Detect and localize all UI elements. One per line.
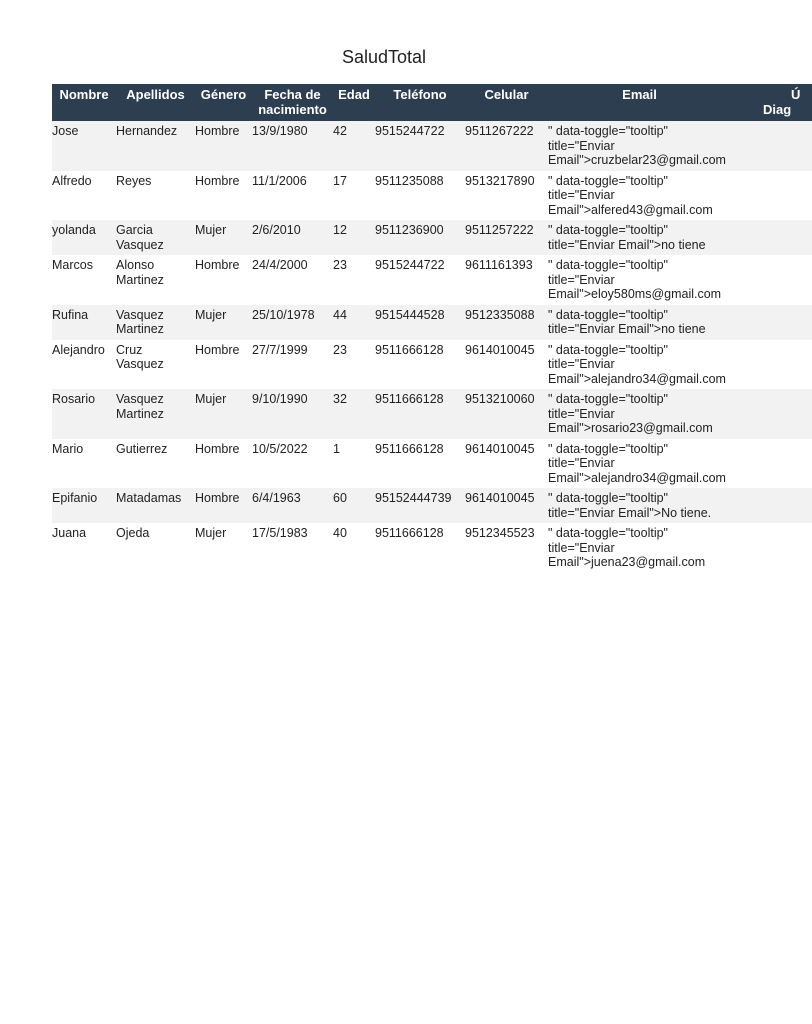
- cell-celular: 9511257222: [465, 220, 548, 255]
- cell-email[interactable]: " data-toggle="tooltip" title="Enviar Email">juena23@gmail.com: [548, 523, 731, 573]
- cell-edad: 17: [333, 171, 375, 221]
- cell-edad: 40: [333, 523, 375, 573]
- cell-email[interactable]: " data-toggle="tooltip" title="Enviar Email">alejandro34@gmail.com: [548, 439, 731, 489]
- cell-edad: 32: [333, 389, 375, 439]
- cell-celular: 9513210060: [465, 389, 548, 439]
- table-row: [52, 171, 812, 221]
- cell-nombre: yolanda: [52, 220, 116, 255]
- patients-table: [52, 84, 812, 573]
- cell-fecha: 11/1/2006: [252, 171, 333, 221]
- cell-celular: 9614010045: [465, 439, 548, 489]
- cell-nombre: Alfredo: [52, 171, 116, 221]
- cell-fecha: 17/5/1983: [252, 523, 333, 573]
- cell-apellidos: Hernandez: [116, 121, 195, 171]
- header-genero: Género: [195, 84, 252, 121]
- cell-diag: [731, 523, 812, 573]
- table-row: [52, 488, 812, 523]
- cell-celular: 9611161393: [465, 255, 548, 305]
- table-row: [52, 389, 812, 439]
- header-celular: Celular: [465, 84, 548, 121]
- cell-nombre: Alejandro: [52, 340, 116, 390]
- cell-email[interactable]: " data-toggle="tooltip" title="Enviar Email">No tiene.: [548, 488, 731, 523]
- cell-fecha: 25/10/1978: [252, 305, 333, 340]
- cell-apellidos: Cruz Vasquez: [116, 340, 195, 390]
- header-nombre: Nombre: [52, 84, 116, 121]
- cell-apellidos: Reyes: [116, 171, 195, 221]
- cell-fecha: 2/6/2010: [252, 220, 333, 255]
- cell-apellidos: Matadamas: [116, 488, 195, 523]
- cell-apellidos: Vasquez Martinez: [116, 389, 195, 439]
- cell-celular: 9614010045: [465, 488, 548, 523]
- cell-genero: Hombre: [195, 171, 252, 221]
- cell-telefono: 9511666128: [375, 439, 465, 489]
- cell-genero: Hombre: [195, 488, 252, 523]
- cell-edad: 23: [333, 340, 375, 390]
- table-row: [52, 439, 812, 489]
- cell-nombre: Rufina: [52, 305, 116, 340]
- cell-email[interactable]: " data-toggle="tooltip" title="Enviar Email">no tiene: [548, 220, 731, 255]
- cell-apellidos: Vasquez Martinez: [116, 305, 195, 340]
- cell-diag: [731, 171, 812, 221]
- header-email: Email: [548, 84, 731, 121]
- cell-apellidos: Ojeda: [116, 523, 195, 573]
- cell-edad: 12: [333, 220, 375, 255]
- table-row: [52, 523, 812, 573]
- header-edad: Edad: [333, 84, 375, 121]
- cell-nombre: Marcos: [52, 255, 116, 305]
- table-row: [52, 305, 812, 340]
- patients-table-wrapper[interactable]: [52, 84, 801, 573]
- cell-fecha: 6/4/1963: [252, 488, 333, 523]
- cell-genero: Mujer: [195, 523, 252, 573]
- header-diag-line2: Diag: [763, 102, 792, 117]
- cell-diag: [731, 488, 812, 523]
- cell-email[interactable]: " data-toggle="tooltip" title="Enviar Email">eloy580ms@gmail.com: [548, 255, 731, 305]
- cell-nombre: Epifanio: [52, 488, 116, 523]
- cell-telefono: 9515244722: [375, 121, 465, 171]
- cell-telefono: 95152444739: [375, 488, 465, 523]
- header-row: [52, 84, 812, 121]
- cell-edad: 23: [333, 255, 375, 305]
- cell-diag: [731, 255, 812, 305]
- cell-email[interactable]: " data-toggle="tooltip" title="Enviar Email">alejandro34@gmail.com: [548, 340, 731, 390]
- cell-genero: Mujer: [195, 220, 252, 255]
- header-fecha-line2: nacimiento: [258, 102, 327, 117]
- cell-email[interactable]: " data-toggle="tooltip" title="Enviar Email">no tiene: [548, 305, 731, 340]
- table-row: [52, 220, 812, 255]
- cell-nombre: Juana: [52, 523, 116, 573]
- cell-telefono: 9511666128: [375, 389, 465, 439]
- table-body: [52, 121, 812, 573]
- table-row: [52, 255, 812, 305]
- cell-diag: [731, 389, 812, 439]
- cell-genero: Mujer: [195, 389, 252, 439]
- cell-genero: Hombre: [195, 255, 252, 305]
- cell-diag: [731, 340, 812, 390]
- cell-edad: 42: [333, 121, 375, 171]
- cell-fecha: 9/10/1990: [252, 389, 333, 439]
- cell-fecha: 27/7/1999: [252, 340, 333, 390]
- cell-nombre: Jose: [52, 121, 116, 171]
- cell-celular: 9511267222: [465, 121, 548, 171]
- header-fecha-nacimiento: [252, 84, 333, 121]
- cell-apellidos: Gutierrez: [116, 439, 195, 489]
- cell-apellidos: Alonso Martinez: [116, 255, 195, 305]
- cell-celular: 9614010045: [465, 340, 548, 390]
- header-telefono: Teléfono: [375, 84, 465, 121]
- cell-nombre: Rosario: [52, 389, 116, 439]
- cell-telefono: 9511666128: [375, 340, 465, 390]
- cell-diag: [731, 121, 812, 171]
- header-apellidos: Apellidos: [116, 84, 195, 121]
- header-diag-line1: Ú: [791, 87, 801, 102]
- cell-diag: [731, 439, 812, 489]
- cell-genero: Hombre: [195, 340, 252, 390]
- cell-celular: 9513217890: [465, 171, 548, 221]
- cell-fecha: 24/4/2000: [252, 255, 333, 305]
- table-row: [52, 340, 812, 390]
- cell-telefono: 9511235088: [375, 171, 465, 221]
- cell-apellidos: Garcia Vasquez: [116, 220, 195, 255]
- cell-diag: [731, 220, 812, 255]
- cell-edad: 1: [333, 439, 375, 489]
- table-row: [52, 121, 812, 171]
- cell-telefono: 9511236900: [375, 220, 465, 255]
- cell-telefono: 9515244722: [375, 255, 465, 305]
- cell-genero: Hombre: [195, 439, 252, 489]
- cell-nombre: Mario: [52, 439, 116, 489]
- cell-genero: Hombre: [195, 121, 252, 171]
- cell-celular: 9512335088: [465, 305, 548, 340]
- cell-telefono: 9515444528: [375, 305, 465, 340]
- header-ultimo-diagnostico: [731, 84, 812, 121]
- page-title: SaludTotal: [341, 47, 427, 67]
- cell-edad: 60: [333, 488, 375, 523]
- header-fecha-line1: Fecha de: [264, 87, 321, 102]
- cell-edad: 44: [333, 305, 375, 340]
- cell-email[interactable]: " data-toggle="tooltip" title="Enviar Email">alfered43@gmail.com: [548, 171, 731, 221]
- cell-genero: Mujer: [195, 305, 252, 340]
- cell-fecha: 10/5/2022: [252, 439, 333, 489]
- cell-email[interactable]: " data-toggle="tooltip" title="Enviar Email">cruzbelar23@gmail.com: [548, 121, 731, 171]
- cell-email[interactable]: " data-toggle="tooltip" title="Enviar Email">rosario23@gmail.com: [548, 389, 731, 439]
- cell-celular: 9512345523: [465, 523, 548, 573]
- table-header: [52, 84, 812, 121]
- cell-diag: [731, 305, 812, 340]
- cell-telefono: 9511666128: [375, 523, 465, 573]
- cell-fecha: 13/9/1980: [252, 121, 333, 171]
